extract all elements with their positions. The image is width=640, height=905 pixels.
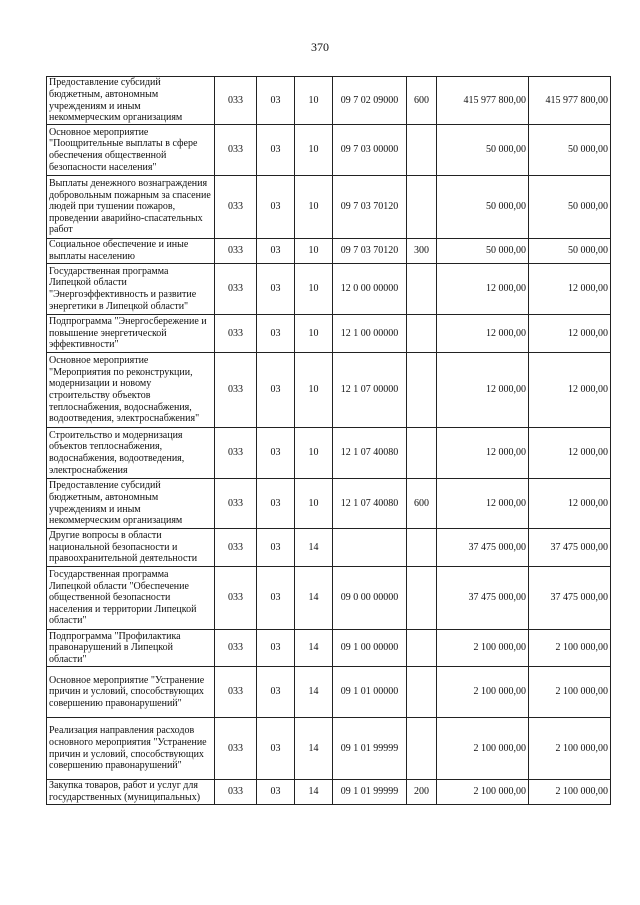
row-sum-1: 2 100 000,00 bbox=[437, 667, 529, 718]
row-sum-2: 37 475 000,00 bbox=[529, 529, 611, 567]
table-row bbox=[47, 315, 611, 353]
row-name: Предоставление субсидий бюджетным, автономным учреждениям и иным некоммерческим организациям bbox=[47, 77, 215, 125]
row-vr bbox=[407, 125, 437, 176]
row-vr: 600 bbox=[407, 77, 437, 125]
row-ved: 033 bbox=[215, 353, 257, 428]
row-sum-1: 2 100 000,00 bbox=[437, 780, 529, 805]
row-sum-2: 12 000,00 bbox=[529, 264, 611, 315]
row-vr bbox=[407, 353, 437, 428]
row-pr: 10 bbox=[295, 428, 333, 479]
row-rz: 03 bbox=[257, 77, 295, 125]
row-ved: 033 bbox=[215, 630, 257, 667]
row-ved: 033 bbox=[215, 667, 257, 718]
row-name: Строительство и модернизация объектов теплоснабжения, водоснабжения, водоотведения, электроснабжения bbox=[47, 428, 215, 479]
row-sum-1: 50 000,00 bbox=[437, 176, 529, 239]
row-sum-2: 37 475 000,00 bbox=[529, 567, 611, 630]
row-pr: 10 bbox=[295, 176, 333, 239]
row-rz: 03 bbox=[257, 264, 295, 315]
row-sum-2: 12 000,00 bbox=[529, 428, 611, 479]
row-csr: 09 1 01 00000 bbox=[333, 667, 407, 718]
row-sum-1: 2 100 000,00 bbox=[437, 630, 529, 667]
table-row bbox=[47, 567, 611, 630]
row-sum-2: 50 000,00 bbox=[529, 239, 611, 264]
row-sum-2: 12 000,00 bbox=[529, 353, 611, 428]
row-rz: 03 bbox=[257, 718, 295, 780]
row-pr: 14 bbox=[295, 630, 333, 667]
row-csr: 09 1 01 99999 bbox=[333, 780, 407, 805]
row-pr: 10 bbox=[295, 353, 333, 428]
row-name: Государственная программа Липецкой области "Энергоэффективность и развитие энергетики в Липецкой области" bbox=[47, 264, 215, 315]
table-row bbox=[47, 264, 611, 315]
row-sum-1: 50 000,00 bbox=[437, 239, 529, 264]
budget-table bbox=[46, 76, 611, 805]
row-sum-2: 2 100 000,00 bbox=[529, 630, 611, 667]
row-sum-1: 12 000,00 bbox=[437, 353, 529, 428]
table-row bbox=[47, 125, 611, 176]
row-vr: 600 bbox=[407, 479, 437, 529]
row-pr: 10 bbox=[295, 264, 333, 315]
row-vr bbox=[407, 315, 437, 353]
row-vr bbox=[407, 428, 437, 479]
row-pr: 10 bbox=[295, 479, 333, 529]
row-rz: 03 bbox=[257, 780, 295, 805]
row-csr: 09 7 03 00000 bbox=[333, 125, 407, 176]
table-row bbox=[47, 630, 611, 667]
row-csr: 09 7 02 09000 bbox=[333, 77, 407, 125]
row-name: Социальное обеспечение и иные выплаты населению bbox=[47, 239, 215, 264]
row-pr: 10 bbox=[295, 239, 333, 264]
table-row bbox=[47, 176, 611, 239]
row-vr bbox=[407, 630, 437, 667]
row-csr: 09 7 03 70120 bbox=[333, 176, 407, 239]
row-rz: 03 bbox=[257, 125, 295, 176]
row-pr: 14 bbox=[295, 529, 333, 567]
row-vr bbox=[407, 264, 437, 315]
table-row bbox=[47, 479, 611, 529]
row-csr: 12 0 00 00000 bbox=[333, 264, 407, 315]
table-row bbox=[47, 428, 611, 479]
row-ved: 033 bbox=[215, 125, 257, 176]
row-rz: 03 bbox=[257, 428, 295, 479]
row-csr: 12 1 07 40080 bbox=[333, 479, 407, 529]
table-row bbox=[47, 239, 611, 264]
row-rz: 03 bbox=[257, 479, 295, 529]
row-csr: 09 0 00 00000 bbox=[333, 567, 407, 630]
row-pr: 10 bbox=[295, 77, 333, 125]
row-name: Подпрограмма "Энергосбережение и повышение энергетической эффективности" bbox=[47, 315, 215, 353]
row-name: Основное мероприятие "Устранение причин и условий, способствующих совершению правонарушений" bbox=[47, 667, 215, 718]
row-sum-1: 2 100 000,00 bbox=[437, 718, 529, 780]
row-sum-1: 37 475 000,00 bbox=[437, 529, 529, 567]
row-name: Основное мероприятие "Поощрительные выплаты в сфере обеспечения общественной безопасности населения" bbox=[47, 125, 215, 176]
row-sum-2: 415 977 800,00 bbox=[529, 77, 611, 125]
row-sum-1: 50 000,00 bbox=[437, 125, 529, 176]
row-ved: 033 bbox=[215, 77, 257, 125]
row-csr: 09 7 03 70120 bbox=[333, 239, 407, 264]
row-sum-1: 12 000,00 bbox=[437, 264, 529, 315]
row-rz: 03 bbox=[257, 239, 295, 264]
row-ved: 033 bbox=[215, 780, 257, 805]
row-vr: 300 bbox=[407, 239, 437, 264]
row-pr: 14 bbox=[295, 780, 333, 805]
table-row bbox=[47, 718, 611, 780]
row-ved: 033 bbox=[215, 567, 257, 630]
row-sum-2: 50 000,00 bbox=[529, 176, 611, 239]
table-row bbox=[47, 780, 611, 805]
row-ved: 033 bbox=[215, 176, 257, 239]
row-pr: 14 bbox=[295, 718, 333, 780]
row-csr: 12 1 07 40080 bbox=[333, 428, 407, 479]
row-rz: 03 bbox=[257, 353, 295, 428]
row-rz: 03 bbox=[257, 176, 295, 239]
table-row bbox=[47, 529, 611, 567]
row-pr: 10 bbox=[295, 125, 333, 176]
row-sum-1: 12 000,00 bbox=[437, 479, 529, 529]
row-vr bbox=[407, 176, 437, 239]
row-rz: 03 bbox=[257, 667, 295, 718]
row-vr bbox=[407, 667, 437, 718]
row-sum-2: 12 000,00 bbox=[529, 315, 611, 353]
row-pr: 14 bbox=[295, 667, 333, 718]
row-sum-2: 2 100 000,00 bbox=[529, 667, 611, 718]
row-name: Выплаты денежного вознаграждения добровольным пожарным за спасение людей при тушении пожаров, проведении аварийно-спасательных работ bbox=[47, 176, 215, 239]
row-name: Закупка товаров, работ и услуг для государственных (муниципальных) bbox=[47, 780, 215, 805]
row-ved: 033 bbox=[215, 718, 257, 780]
row-ved: 033 bbox=[215, 529, 257, 567]
row-rz: 03 bbox=[257, 567, 295, 630]
table-row bbox=[47, 667, 611, 718]
row-vr bbox=[407, 529, 437, 567]
row-ved: 033 bbox=[215, 479, 257, 529]
row-sum-1: 415 977 800,00 bbox=[437, 77, 529, 125]
row-name: Реализация направления расходов основного мероприятия "Устранение причин и условий, способствующих совершению правонарушений" bbox=[47, 718, 215, 780]
row-csr: 12 1 00 00000 bbox=[333, 315, 407, 353]
row-sum-2: 50 000,00 bbox=[529, 125, 611, 176]
row-vr bbox=[407, 718, 437, 780]
row-name: Предоставление субсидий бюджетным, автономным учреждениям и иным некоммерческим организациям bbox=[47, 479, 215, 529]
row-sum-2: 2 100 000,00 bbox=[529, 780, 611, 805]
row-rz: 03 bbox=[257, 315, 295, 353]
row-sum-2: 12 000,00 bbox=[529, 479, 611, 529]
row-csr: 12 1 07 00000 bbox=[333, 353, 407, 428]
row-csr: 09 1 01 99999 bbox=[333, 718, 407, 780]
row-csr: 09 1 00 00000 bbox=[333, 630, 407, 667]
row-rz: 03 bbox=[257, 630, 295, 667]
row-sum-1: 12 000,00 bbox=[437, 315, 529, 353]
table-row bbox=[47, 353, 611, 428]
row-vr bbox=[407, 567, 437, 630]
row-pr: 14 bbox=[295, 567, 333, 630]
row-csr bbox=[333, 529, 407, 567]
row-sum-2: 2 100 000,00 bbox=[529, 718, 611, 780]
table-row bbox=[47, 77, 611, 125]
row-name: Подпрограмма "Профилактика правонарушений в Липецкой области" bbox=[47, 630, 215, 667]
row-name: Государственная программа Липецкой области "Обеспечение общественной безопасности населения и территории Липецкой области" bbox=[47, 567, 215, 630]
row-sum-1: 12 000,00 bbox=[437, 428, 529, 479]
row-ved: 033 bbox=[215, 264, 257, 315]
page-number: 370 bbox=[311, 40, 329, 54]
row-ved: 033 bbox=[215, 428, 257, 479]
row-name: Основное мероприятие "Мероприятия по реконструкции, модернизации и новому строительству объектов теплоснабжения, водоснабжения, водоотведения, электроснабжения" bbox=[47, 353, 215, 428]
row-vr: 200 bbox=[407, 780, 437, 805]
row-sum-1: 37 475 000,00 bbox=[437, 567, 529, 630]
row-name: Другие вопросы в области национальной безопасности и правоохранительной деятельности bbox=[47, 529, 215, 567]
row-pr: 10 bbox=[295, 315, 333, 353]
row-ved: 033 bbox=[215, 239, 257, 264]
row-ved: 033 bbox=[215, 315, 257, 353]
row-rz: 03 bbox=[257, 529, 295, 567]
